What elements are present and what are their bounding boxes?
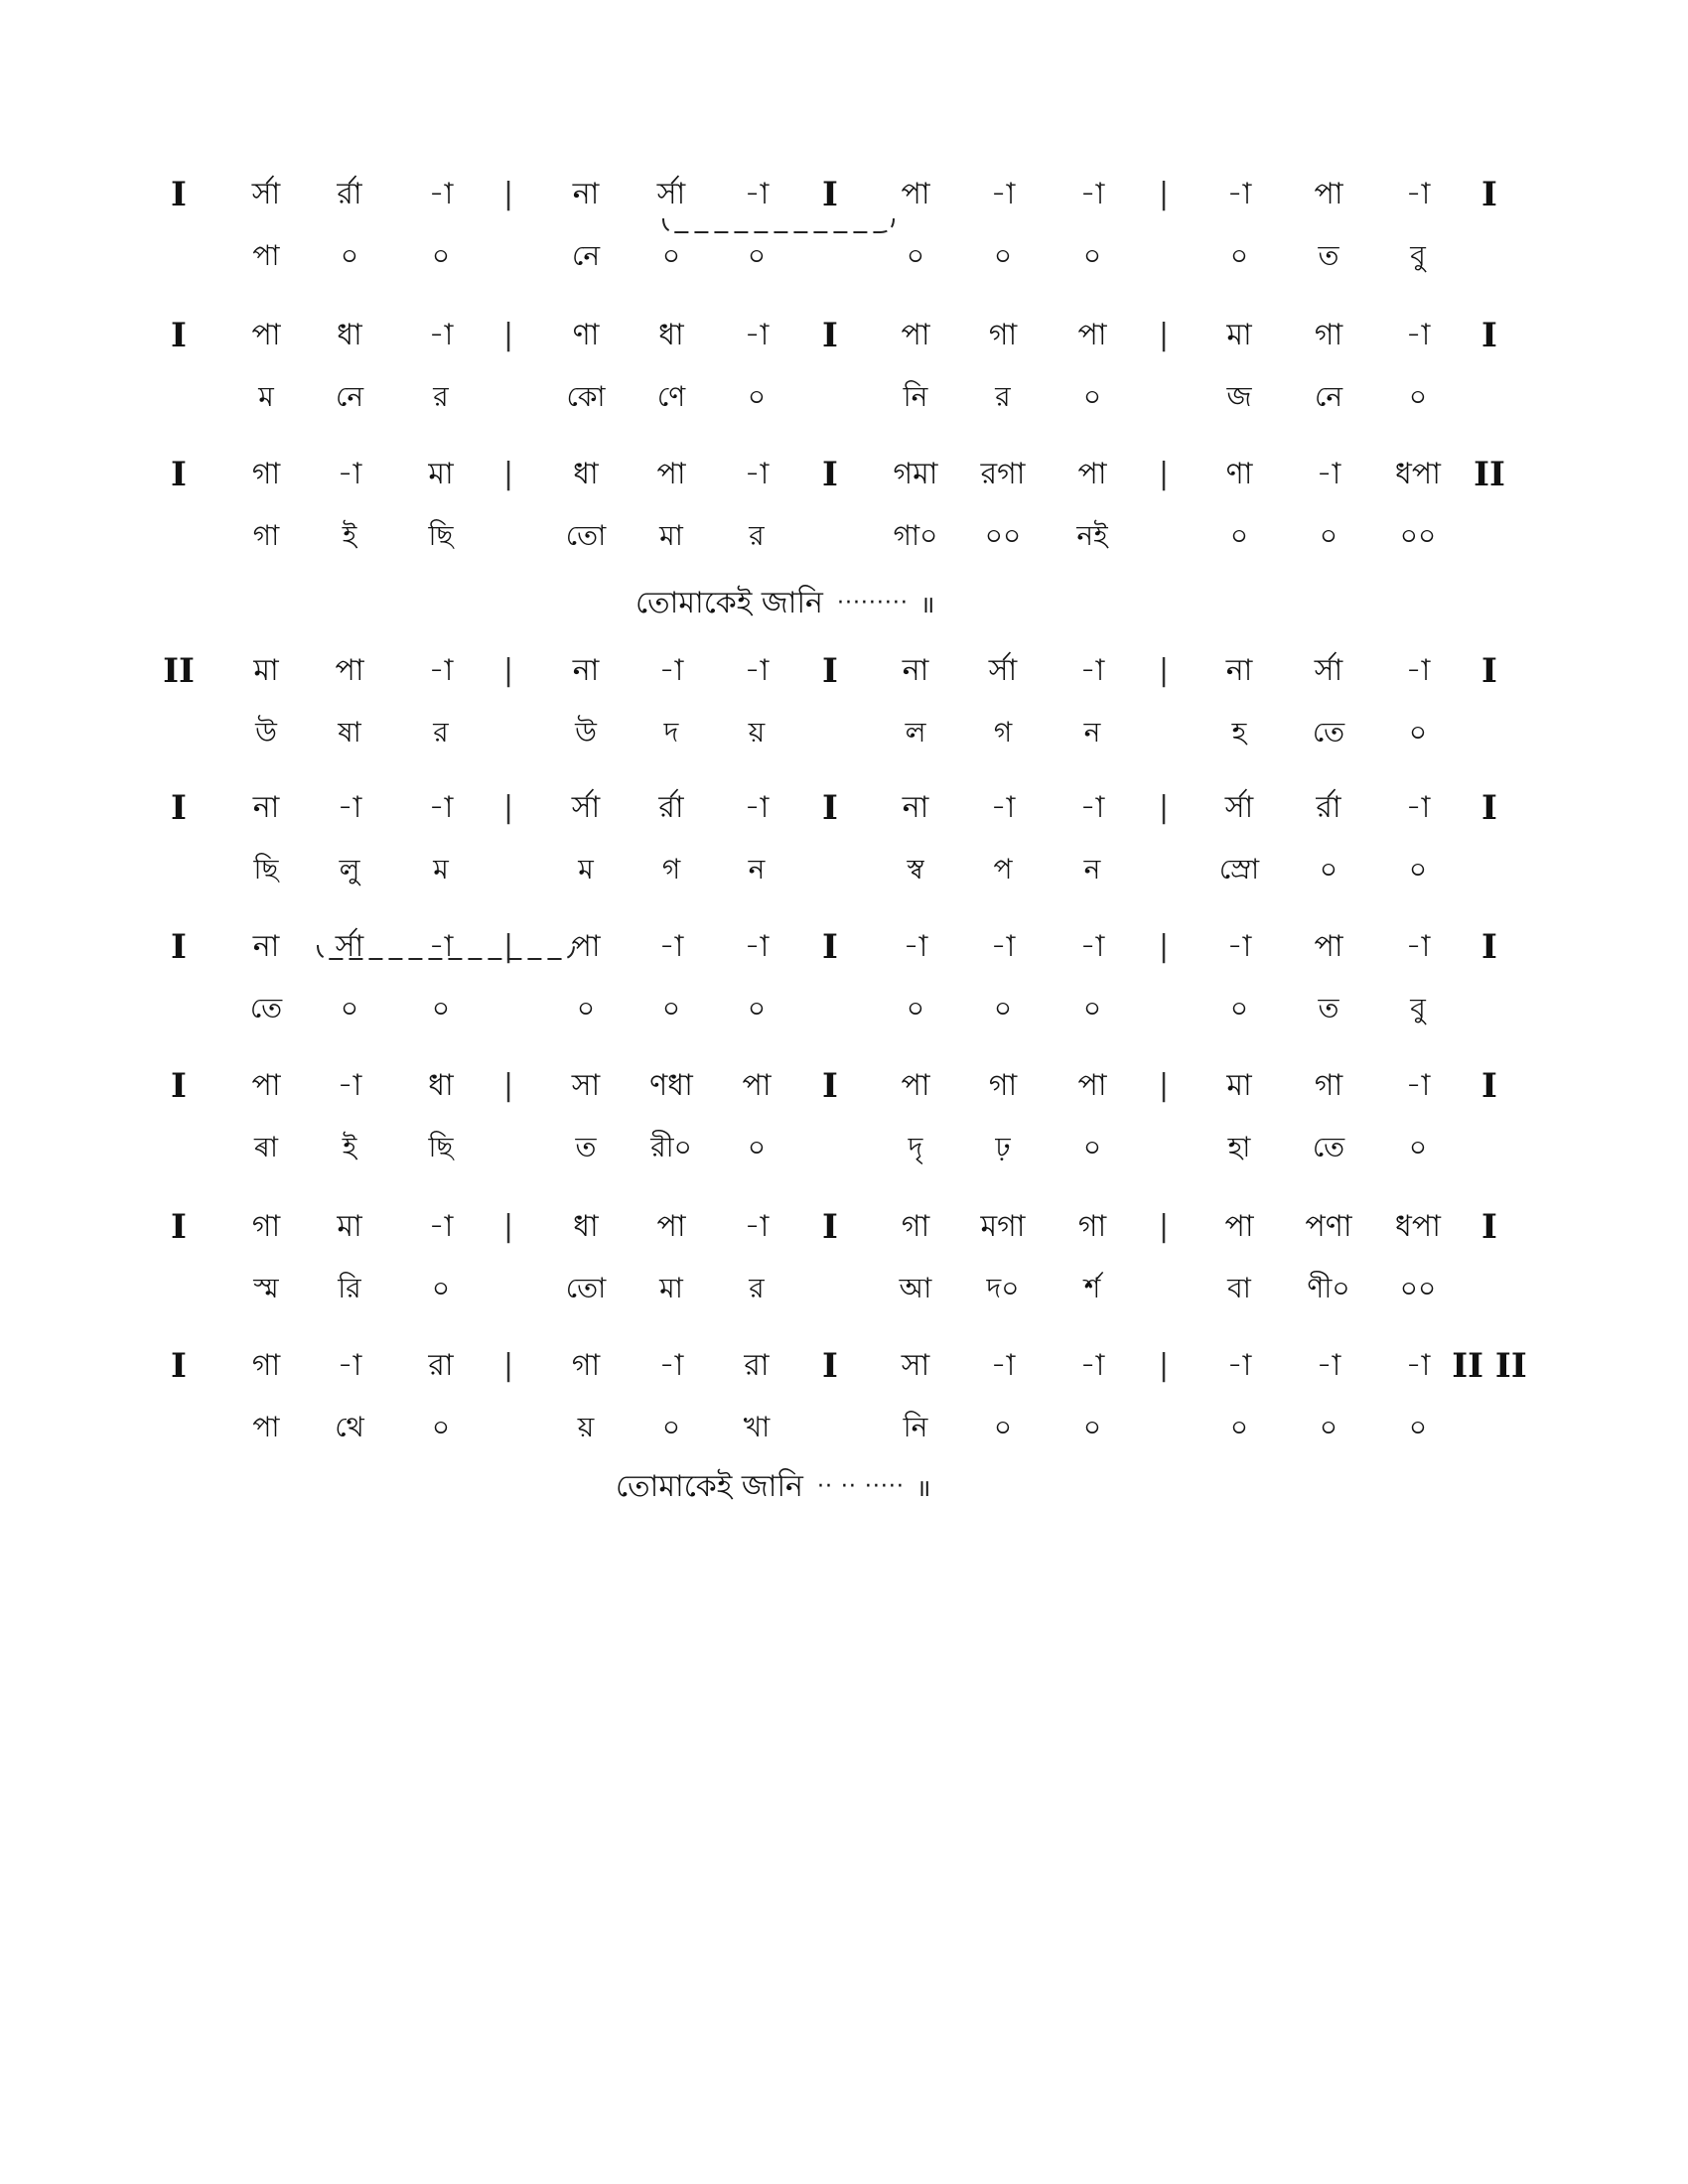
lyric-token: কো: [566, 380, 606, 413]
lyric-token: উ: [575, 716, 597, 749]
note-token: মা: [1226, 1068, 1252, 1103]
note-token: -া: [990, 929, 1016, 964]
note-token: -া: [428, 318, 454, 352]
note-token: -া: [1405, 1348, 1431, 1383]
note-token: না: [572, 177, 600, 211]
note-token: গা: [571, 1348, 601, 1383]
note-token: -া: [337, 1068, 362, 1103]
note-token: -া: [428, 653, 454, 688]
bar-close-marker: I: [1481, 651, 1497, 691]
note-token: রা: [428, 1348, 454, 1383]
bar-separator: |: [502, 318, 514, 352]
lyric-token: হ: [1231, 716, 1247, 749]
note-token: না: [252, 929, 280, 964]
note-token: -া: [1405, 318, 1431, 352]
lyric-token: ০: [1082, 992, 1102, 1024]
note-token: গা: [1314, 318, 1343, 352]
lyric-token: ০: [993, 1411, 1013, 1443]
note-token: সা: [571, 1068, 601, 1103]
lyric-token: ০: [431, 1411, 451, 1443]
lyric-token: দ০: [986, 1272, 1020, 1304]
lyric-token: স্ব: [907, 853, 924, 886]
note-token: গা: [988, 318, 1018, 352]
note-token: -া: [658, 1348, 684, 1383]
lyric-token: ০: [1229, 519, 1249, 552]
lyric-token: ০: [340, 992, 359, 1024]
note-token: সা: [901, 1348, 930, 1383]
note-token: গা: [901, 1209, 930, 1244]
lyric-token: ০: [1408, 1411, 1428, 1443]
double-bar-end: ॥: [919, 591, 935, 618]
bar-separator: |: [502, 1348, 514, 1383]
lyric-token: নে: [335, 380, 364, 413]
note-token: রগা: [980, 457, 1026, 491]
refrain-text: তোমাকেই জানি: [616, 1469, 803, 1504]
refrain-dots: ·· ·· ·····: [816, 1474, 905, 1499]
lyric-token: য়: [748, 716, 766, 749]
note-token: ধা: [573, 457, 599, 491]
lyric-token: ০: [747, 239, 767, 272]
note-token: র্রা: [1316, 790, 1341, 825]
note-token: পা: [1077, 1068, 1107, 1103]
note-token: পা: [901, 1068, 930, 1103]
note-token: -া: [1316, 457, 1341, 491]
lyric-token: পা: [252, 239, 280, 272]
lyric-token: ০: [1082, 380, 1102, 413]
lyric-token: ণী০: [1307, 1272, 1350, 1304]
note-token: না: [1225, 653, 1253, 688]
bar-separator: |: [502, 790, 514, 825]
note-token: -া: [1405, 653, 1431, 688]
note-token: -া: [1226, 1348, 1252, 1383]
lyric-token: দৃ: [908, 1131, 923, 1163]
lyric-token: তে: [1312, 1131, 1345, 1163]
note-token: -া: [337, 457, 362, 491]
note-token: গা: [251, 1209, 281, 1244]
lyric-token: ০: [993, 992, 1013, 1024]
bar-separator: |: [1158, 318, 1170, 352]
lyric-token: ন: [1083, 716, 1101, 749]
note-token: -া: [990, 177, 1016, 211]
lyric-token: বা: [1227, 1272, 1251, 1304]
note-token: ধা: [428, 1068, 454, 1103]
lyric-token: লু: [339, 853, 360, 886]
bar-separator: |: [1158, 457, 1170, 491]
slur-arc: [663, 218, 894, 232]
bar-close-marker: II II: [1452, 1346, 1527, 1386]
lyric-token: য়: [577, 1411, 595, 1443]
bar-open-marker: I: [171, 316, 187, 355]
lyric-token: ল: [905, 716, 926, 749]
note-token: পা: [1314, 177, 1343, 211]
lyric-token: র: [433, 716, 449, 749]
lyric-token: রি: [338, 1272, 361, 1304]
lyric-token: নে: [571, 239, 601, 272]
bar-separator: I: [822, 1207, 838, 1247]
note-token: -া: [428, 929, 454, 964]
lyric-token: ০: [1408, 1131, 1428, 1163]
note-token: ধা: [658, 318, 684, 352]
lyric-token: জ: [1226, 380, 1252, 413]
lyric-token: ন: [748, 853, 766, 886]
note-token: -া: [1405, 1068, 1431, 1103]
lyric-token: ০০: [1399, 519, 1437, 552]
lyric-token: ০: [576, 992, 596, 1024]
note-token: মগা: [980, 1209, 1026, 1244]
lyric-token: গা: [252, 519, 280, 552]
lyric-token: প: [993, 853, 1013, 886]
lyric-token: ০: [747, 992, 767, 1024]
lyric-token: বু: [1410, 992, 1426, 1024]
lyric-token: ০: [993, 239, 1013, 272]
note-token: না: [902, 790, 929, 825]
bar-close-marker: I: [1481, 1066, 1497, 1106]
note-token: গা: [251, 1348, 281, 1383]
note-token: -া: [1405, 177, 1431, 211]
lyric-token: মা: [659, 519, 683, 552]
note-token: গমা: [893, 457, 938, 491]
note-token: -া: [744, 318, 770, 352]
lyric-token: গা০: [893, 519, 938, 552]
note-token: না: [572, 653, 600, 688]
lyric-token: ০০: [1399, 1272, 1437, 1304]
bar-open-marker: I: [171, 455, 187, 494]
bar-separator: |: [502, 457, 514, 491]
note-token: মা: [337, 1209, 362, 1244]
lyric-token: ০: [661, 992, 681, 1024]
bar-separator: I: [822, 927, 838, 967]
lyric-token: ০: [1319, 519, 1338, 552]
note-token: -া: [903, 929, 928, 964]
note-token: -া: [1405, 790, 1431, 825]
note-token: পা: [901, 318, 930, 352]
note-token: না: [902, 653, 929, 688]
lyric-token: আ: [899, 1272, 932, 1304]
note-token: -া: [428, 790, 454, 825]
lyric-token: ০: [661, 1411, 681, 1443]
note-token: -া: [990, 790, 1016, 825]
lyric-token: ছি: [253, 853, 279, 886]
bar-separator: |: [1158, 790, 1170, 825]
lyric-token: ০: [1319, 853, 1338, 886]
note-token: র্সা: [988, 653, 1018, 688]
lyric-token: রী০: [650, 1131, 692, 1163]
note-token: -া: [1226, 177, 1252, 211]
bar-separator: I: [822, 316, 838, 355]
bar-separator: |: [502, 1209, 514, 1244]
lyric-token: র: [995, 380, 1011, 413]
lyric-token: ০: [906, 992, 925, 1024]
note-token: মা: [253, 653, 279, 688]
lyric-token: ০: [1408, 380, 1428, 413]
bar-close-marker: I: [1481, 175, 1497, 214]
note-token: -া: [658, 653, 684, 688]
lyric-token: ৰা: [254, 1131, 278, 1163]
lyric-token: ০: [1408, 853, 1428, 886]
note-token: -া: [658, 929, 684, 964]
bar-close-marker: I: [1481, 788, 1497, 828]
note-token: র্সা: [335, 929, 364, 964]
lyric-token: ০: [431, 992, 451, 1024]
lyric-token: নই: [1076, 519, 1108, 552]
bar-open-marker: I: [171, 788, 187, 828]
note-token: -া: [744, 1209, 770, 1244]
note-token: পা: [251, 1068, 281, 1103]
lyric-token: ০: [1229, 239, 1249, 272]
note-token: পা: [571, 929, 601, 964]
lyric-token: ০: [747, 380, 767, 413]
lyric-token: তে: [1312, 716, 1345, 749]
lyric-token: ০: [1229, 992, 1249, 1024]
note-token: না: [252, 790, 280, 825]
bar-separator: |: [1158, 1209, 1170, 1244]
bar-open-marker: I: [171, 175, 187, 214]
lyric-token: স্ম: [253, 1272, 279, 1304]
note-token: -া: [744, 653, 770, 688]
note-token: পা: [742, 1068, 772, 1103]
lyric-token: ছি: [428, 1131, 454, 1163]
bar-separator: |: [502, 177, 514, 211]
lyric-token: ম: [258, 380, 274, 413]
lyric-token: ০: [906, 239, 925, 272]
bar-close-marker: I: [1481, 316, 1497, 355]
lyric-token: স্রো: [1218, 853, 1260, 886]
note-token: গা: [1077, 1209, 1107, 1244]
lyric-token: ০: [1319, 1411, 1338, 1443]
lyric-token: ০: [1229, 1411, 1249, 1443]
note-token: মা: [1226, 318, 1252, 352]
note-token: পা: [1077, 457, 1107, 491]
lyric-token: ম: [578, 853, 594, 886]
note-token: মা: [428, 457, 454, 491]
note-token: ধপা: [1395, 457, 1441, 491]
bar-separator: |: [1158, 653, 1170, 688]
lyric-token: ০: [1408, 716, 1428, 749]
lyric-token: তো: [565, 1272, 607, 1304]
lyric-token: র: [749, 1272, 765, 1304]
lyric-token: ০: [431, 239, 451, 272]
lyric-token: ঢ়: [995, 1131, 1011, 1163]
bar-separator: I: [822, 175, 838, 214]
bar-separator: I: [822, 455, 838, 494]
note-token: -া: [744, 177, 770, 211]
note-token: পা: [656, 1209, 686, 1244]
bar-separator: |: [502, 653, 514, 688]
lyric-token: ০: [1082, 239, 1102, 272]
note-token: ধা: [573, 1209, 599, 1244]
bar-open-marker: I: [171, 927, 187, 967]
note-token: -া: [1079, 653, 1105, 688]
lyric-token: ০: [431, 1272, 451, 1304]
double-bar-end: ॥: [915, 1474, 931, 1502]
note-token: পণা: [1305, 1209, 1352, 1244]
lyric-token: ছি: [428, 519, 454, 552]
bar-close-marker: I: [1481, 927, 1497, 967]
lyric-token: উ: [255, 716, 277, 749]
lyric-token: র: [749, 519, 765, 552]
bar-separator: I: [822, 1346, 838, 1386]
lyric-token: র: [433, 380, 449, 413]
note-token: পা: [251, 318, 281, 352]
note-token: র্সা: [1314, 653, 1343, 688]
bar-separator: I: [822, 788, 838, 828]
note-token: গা: [988, 1068, 1018, 1103]
lyric-token: তো: [565, 519, 607, 552]
lyric-token: খা: [743, 1411, 771, 1443]
bar-separator: |: [502, 929, 514, 964]
lyric-token: ণে: [656, 380, 686, 413]
note-token: -া: [1079, 790, 1105, 825]
slur-arc: [318, 945, 574, 959]
lyric-token: নে: [1314, 380, 1343, 413]
note-token: রা: [744, 1348, 770, 1383]
bar-separator: I: [822, 651, 838, 691]
lyric-token: ০: [747, 1131, 767, 1163]
note-token: ণা: [572, 318, 600, 352]
note-token: -া: [744, 929, 770, 964]
lyric-token: ই: [342, 1131, 357, 1163]
lyric-token: নি: [903, 380, 928, 413]
note-token: র্সা: [1224, 790, 1254, 825]
bar-separator: |: [502, 1068, 514, 1103]
bar-separator: |: [1158, 1348, 1170, 1383]
note-token: পা: [656, 457, 686, 491]
bar-open-marker: II: [163, 651, 195, 691]
bar-separator: |: [1158, 1068, 1170, 1103]
note-token: -া: [744, 790, 770, 825]
lyric-token: নি: [903, 1411, 928, 1443]
note-token: ণা: [1225, 457, 1253, 491]
note-token: -া: [1226, 929, 1252, 964]
lyric-token: ত: [1318, 992, 1339, 1024]
note-token: পা: [1314, 929, 1343, 964]
lyric-token: ষা: [338, 716, 361, 749]
note-token: ণধা: [649, 1068, 693, 1103]
bar-separator: |: [1158, 177, 1170, 211]
lyric-token: দ: [663, 716, 679, 749]
lyric-token: থে: [335, 1411, 364, 1443]
note-token: -া: [1079, 1348, 1105, 1383]
note-token: -া: [990, 1348, 1016, 1383]
lyric-token: ত: [575, 1131, 597, 1163]
lyric-token: পা: [252, 1411, 280, 1443]
lyric-token: ই: [342, 519, 357, 552]
lyric-token: মা: [659, 1272, 683, 1304]
lyric-token: ০: [661, 239, 681, 272]
note-token: পা: [335, 653, 364, 688]
lyric-token: ত: [1318, 239, 1339, 272]
note-token: -া: [1405, 929, 1431, 964]
note-token: ধপা: [1395, 1209, 1441, 1244]
note-token: -া: [744, 457, 770, 491]
bar-separator: I: [822, 1066, 838, 1106]
bar-open-marker: I: [171, 1066, 187, 1106]
bar-close-marker: I: [1481, 1207, 1497, 1247]
lyric-token: গ: [993, 716, 1013, 749]
note-token: পা: [1224, 1209, 1254, 1244]
note-token: র্রা: [658, 790, 684, 825]
refrain-dots: ·········: [836, 591, 909, 615]
lyric-token: র্শ: [1083, 1272, 1101, 1304]
bar-open-marker: I: [171, 1346, 187, 1386]
note-token: -া: [428, 177, 454, 211]
bar-separator: |: [1158, 929, 1170, 964]
lyric-token: বু: [1410, 239, 1426, 272]
note-token: র্সা: [571, 790, 601, 825]
refrain-text: তোমাকেই জানি: [635, 586, 823, 620]
note-token: র্সা: [656, 177, 686, 211]
lyric-token: ০০: [984, 519, 1022, 552]
lyric-token: হা: [1227, 1131, 1251, 1163]
lyric-token: ম: [433, 853, 449, 886]
note-token: -া: [1079, 177, 1105, 211]
note-token: পা: [1077, 318, 1107, 352]
lyric-token: ০: [1082, 1131, 1102, 1163]
note-token: গা: [1314, 1068, 1343, 1103]
lyric-token: তে: [249, 992, 283, 1024]
note-token: -া: [1316, 1348, 1341, 1383]
lyric-token: ০: [340, 239, 359, 272]
lyric-token: ০: [1082, 1411, 1102, 1443]
note-token: -া: [428, 1209, 454, 1244]
note-token: ধা: [337, 318, 362, 352]
bar-open-marker: I: [171, 1207, 187, 1247]
note-token: গা: [251, 457, 281, 491]
bar-close-marker: II: [1474, 455, 1505, 494]
note-token: -া: [337, 1348, 362, 1383]
lyric-token: গ: [661, 853, 681, 886]
note-token: -া: [1079, 929, 1105, 964]
note-token: র্সা: [251, 177, 281, 211]
note-token: -া: [337, 790, 362, 825]
lyric-token: ন: [1083, 853, 1101, 886]
note-token: র্রা: [337, 177, 362, 211]
note-token: পা: [901, 177, 930, 211]
